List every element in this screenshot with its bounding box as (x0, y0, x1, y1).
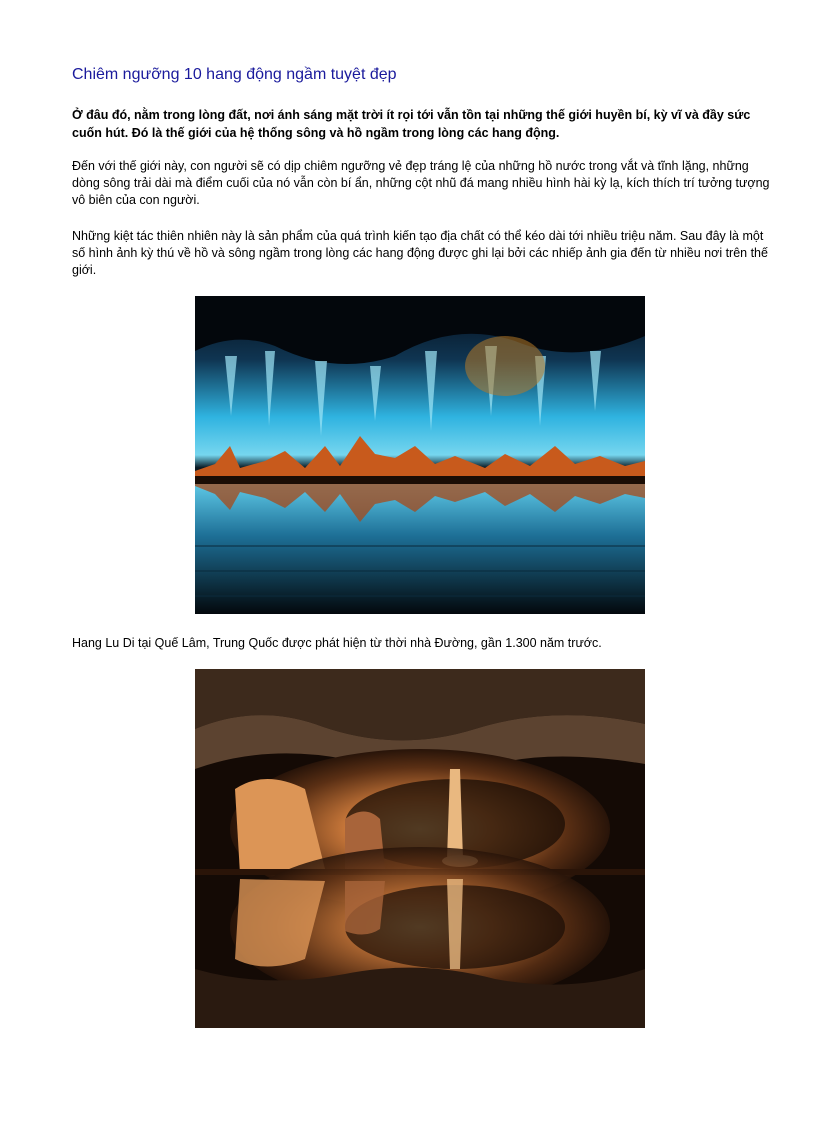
lead-paragraph: Ở đâu đó, nằm trong lòng đất, nơi ánh sáng mặt trời ít rọi tới vẫn tồn tại những thế giới huyền bí, kỳ vĩ và đầy sức cuốn hút. Đó là thế giới của hệ thống sông và hồ ngầm trong lòng các hang động. (72, 108, 751, 140)
page-title: Chiêm ngưỡng 10 hang động ngầm tuyệt đẹp (72, 66, 397, 83)
cave-photo-1 (195, 296, 645, 614)
body-paragraph-1: Đến với thế giới này, con người sẽ có dịp chiêm ngưỡng vẻ đẹp tráng lệ của những hồ nước trong vắt và tĩnh lặng, những dòng sông trải dài mà điểm cuối của nó vẫn còn bí ẩn, những cột nhũ đá mang nhiều hình hài kỳ lạ, kích thích trí tưởng tượng vô biên của con người. (72, 159, 770, 207)
cave-photo-2 (195, 669, 645, 1028)
photo-1-caption: Hang Lu Di tại Quế Lâm, Trung Quốc được phát hiện từ thời nhà Đường, gần 1.300 năm trước. (72, 636, 602, 650)
body-paragraph-2: Những kiệt tác thiên nhiên này là sản phẩm của quá trình kiến tạo địa chất có thể kéo dài tới nhiều triệu năm. Sau đây là một số hình ảnh kỳ thú về hồ và sông ngầm trong lòng các hang động được ghi lại bởi các nhiếp ảnh gia đến từ nhiều nơi trên thế giới. (72, 229, 768, 277)
